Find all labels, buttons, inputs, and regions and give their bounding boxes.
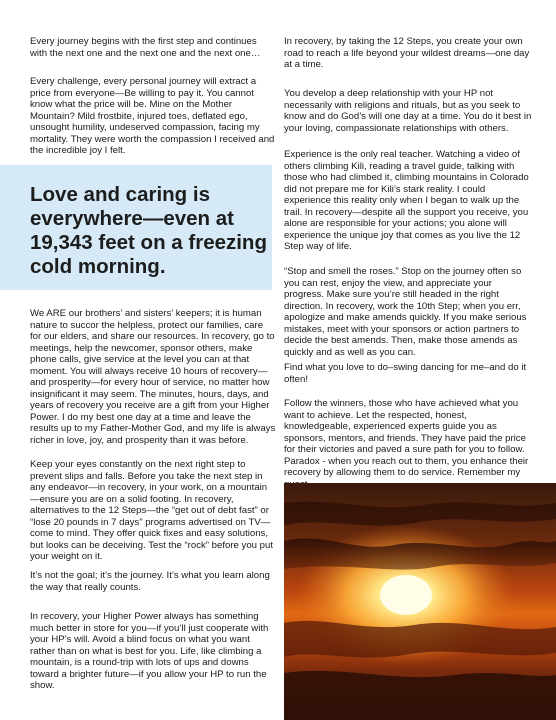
paragraph: “Stop and smell the roses.” Stop on the journey often so you can rest, enjoy the view, and appreciate your progress. Make sure you’re still headed in the right direction. In recovery, work the 10th Step; when you err, apologize and make amends quickly. If you make serious mistakes, meet with your sponsors or action partners to decide the best amends. Then, make those amends as quickly and as well as you can. [284,266,527,358]
paragraph: Find what you love to do–swing dancing for me–and do it often! [284,362,527,385]
paragraph: In recovery, your Higher Power always has something much better in store for you—if you’ll just cooperate with your HP’s will. Avoid a blind focus on what you want rather than on what is best for you. Life, like climbing a mountain, is a round-trip with lots of ups and downs toward a brighter future—if you allow your HP to run the show. [30,611,269,691]
paragraph: We ARE our brothers’ and sisters’ keepers; it is human nature to succor the helpless, protect our families, care for our elders, and share our resources. In recovery, go to meetings, help the newcomer, sponsor others, make phone calls, give service at the level you can at that moment. You will always receive 10 hours of recovery—and prosperity—for every hour of service, no matter how insignificant it may seem. The minutes, hours, days, and years of recovery you receive are a gift from your Higher Power. I do my best one day at a time and leave the results up to my Father-Mother God, and my life is always richer in love, joy, and prosperity than it was before. [30,308,276,446]
paragraph: In recovery, by taking the 12 Steps, you create your own road to reach a life beyond your wildest dreams—one day at a time. [284,36,530,70]
pull-quote-box [0,165,272,290]
sunrise-photo [284,483,556,720]
paragraph: Every challenge, every personal journey will extract a price from everyone—Be willing to pay it. You cannot know what the price will be. Mine on the Mother Mountain? Mild frostbite, injured toes, deflated ego, unsought humility, undeserved compassion, facing my mortality. They were worth the compassion I received and the incredible joy I felt. [30,76,275,156]
paragraph: Keep your eyes constantly on the next right step to prevent slips and falls. Before you take the next step in any endeavor—in recovery, in your work, on a mountain—ensure you are on a solid footing. In recovery, alternatives to the 12 Steps—the “get out of debt fast” or “lose 20 pounds in 7 days” programs advertised on TV—come to mind. They offer quick fixes and easy solutions, but looks can be deceiving. Test the “rock” before you put your weight on it. [30,459,274,562]
paragraph: Follow the winners, those who have achieved what you want to achieve. Let the respected, honest, knowledgeable, experienced experts guide you as sponsors, mentors, and friends. They have paid the price for their victories and paved a sure path for you to follow. Paradox - when you reach out to them, you enhance their recovery by allowing them to do service. Remember my [284,398,529,478]
sunrise-image [284,483,556,720]
paragraph: You develop a deep relationship with your HP not necessarily with religions and rituals, but as you seek to know and do God’s will one day at a time. You do it best in your loving, compassionate relationships with others. [284,88,532,134]
paragraph: Experience is the only real teacher. Watching a video of others climbing Kili, reading a travel guide, talking with those who had climbed it, climbing mountains in Colorado did not prepare me for Kili’s stark reality. I could experience this reality only when I began to walk up the trail. In recovery—despite all the support you receive, you alone are responsible for your actions; you alone will experience the unique joy that comes as you live the 12 Step way of life. [284,149,529,252]
paragraph: It’s not the goal; it’s the journey. It’s what you learn along the way that really counts. [30,570,270,593]
paragraph: Every journey begins with the first step and continues with the next one and the next one and the next one… [30,36,261,59]
pull-quote: Love and caring is everywhere—even at 19,343 feet on a freezing cold morning. [30,183,267,278]
